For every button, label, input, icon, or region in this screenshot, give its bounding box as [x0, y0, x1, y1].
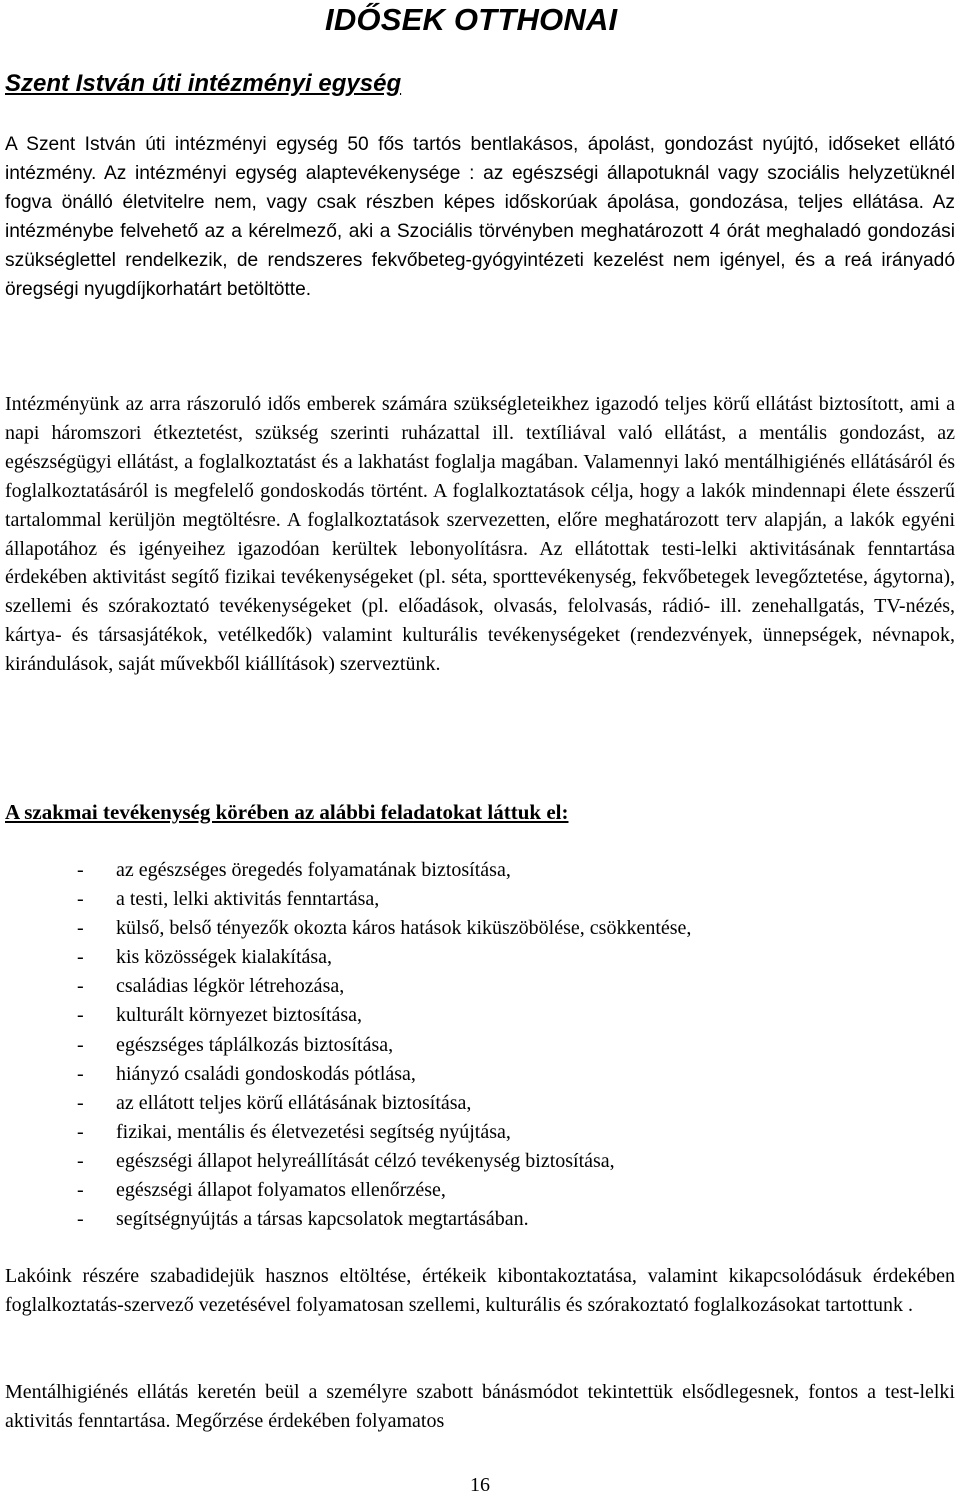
- page-number: 16: [470, 1474, 490, 1496]
- task-list-item: [0, 1031, 960, 1060]
- list-bullet: -: [77, 888, 84, 911]
- basic-activity-paragraph: Az intézményi egység alaptevékenysége : az egészségi állapotuknál vagy szociális helyzetüknél fogva önálló életvitelre nem, vagy csak részben képes időskorúak ápolása, gondozása, teljes ellátása. Az intézménybe felvehető az a kérelmező, aki a Szociális törvényben meghatározott 4 órát meghaladó gondozási szükséglettel rendelkezik, de rendszeres fekvőbeteg-gyógyintézeti kezelést nem igényel, és a reá irányadó öregségi nyugdíjkorhatárt betöltötte.: [5, 163, 955, 300]
- services-paragraph: Intézményünk az arra rászoruló idős emberek számára szükségleteikhez igazodó teljes körű ellátást biztosított, ami a napi háromszori étkeztetést, szükség szerinti ruházattal ill. textíliával való ellátást, a mentális gondozást, az egészségügyi ellátást, a foglalkoztatást és a lakhatást foglalja magában. Valamennyi lakó mentálhigiénés ellátásáról és foglalkoztatásáról is megfelelő gondoskodás történt. A foglalkoztatások célja, hogy a lakók mindennapi élete ésszerű tartalommal kerüljön megtöltésre. A foglalkoztatások szervezetten, előre meghatározott terv alapján, a lakók egyéni állapotához és igényeihez igazodóan kerültek lebonyolításra. Az ellátottak testi-lelki aktivitásának fenntartása érdekében aktivitást segítő fizikai tevékenységeket (pl. séta, sporttevékenység, fekvőbetegek levegőztetése, ágytorna), szellemi és szórakoztató tevékenységeket (pl. előadások, olvasás, felolvasás, rádió- ill. zenehallgatás, TV-nézés, kártya- és társasjátékok, vetélkedők) valamint kulturális tevékenységeket (rendezvények, ünnepségek, névnapok, kirándulások, saját művekből kiállítások) szerveztünk.: [5, 393, 955, 676]
- task-list-item: [0, 972, 960, 1001]
- task-list-item: [0, 1089, 960, 1118]
- page-title: IDŐSEK OTTHONAI: [325, 2, 618, 37]
- task-list-item: [0, 914, 960, 943]
- task-list-item: [0, 1001, 960, 1030]
- list-bullet: -: [77, 1062, 84, 1085]
- task-text: kulturált környezet biztosítása,: [116, 1004, 363, 1027]
- list-bullet: -: [77, 1149, 84, 1172]
- list-bullet: -: [77, 859, 84, 881]
- list-bullet: -: [77, 1208, 84, 1231]
- unit-subtitle: Szent István úti intézményi egység: [5, 70, 402, 97]
- task-text: az egészséges öregedés folyamatának biztosítása,: [116, 859, 511, 881]
- task-list-item: [0, 1147, 960, 1176]
- task-list-item: [0, 1118, 960, 1147]
- task-list-item: [0, 1176, 960, 1205]
- task-list-item: [0, 1060, 960, 1089]
- task-text: a testi, lelki aktivitás fenntartása,: [116, 888, 380, 911]
- task-text: egészséges táplálkozás biztosítása,: [116, 1033, 394, 1056]
- task-text: külső, belső tényezők okozta káros hatások kiküszöbölése, csökkentése,: [116, 917, 692, 940]
- list-bullet: -: [77, 917, 84, 940]
- mental-hygiene-paragraph: Mentálhigiénés ellátás keretén beül a személyre szabott bánásmódot tekintettük elsődlegesnek, fontos a test-lelki aktivitás fenntartása. Megőrzése érdekében folyamatos: [5, 1381, 955, 1432]
- list-bullet: -: [77, 1091, 84, 1114]
- tasks-heading: A szakmai tevékenység körében az alábbi feladatokat láttuk el:: [5, 800, 569, 824]
- task-text: az ellátott teljes körű ellátásának biztosítása,: [116, 1091, 472, 1114]
- task-list-item: [0, 943, 960, 972]
- list-bullet: -: [77, 1120, 84, 1143]
- task-list-item: [0, 856, 960, 885]
- task-text: segítségnyújtás a társas kapcsolatok megtartásában.: [116, 1208, 529, 1231]
- task-text: fizikai, mentális és életvezetési segítség nyújtása,: [116, 1120, 511, 1143]
- tasks-list: [0, 856, 960, 1234]
- task-text: kis közösségek kialakítása,: [116, 946, 333, 969]
- task-text: családias légkör létrehozása,: [116, 975, 345, 998]
- task-list-item: [0, 1205, 960, 1234]
- leisure-paragraph: Lakóink részére szabadidejük hasznos eltöltése, értékeik kibontakoztatása, valamint kikapcsolódásuk érdekében foglalkoztatás-szervező vezetésével folyamatosan szellemi, kulturális és szórakoztató foglalkozásokat tartottunk .: [5, 1265, 955, 1316]
- intro-paragraph: A Szent István úti intézményi egység 50 fős tartós bentlakásos, ápolást, gondozást nyújtó, időseket ellátó intézmény.: [5, 134, 955, 184]
- list-bullet: -: [77, 1004, 84, 1027]
- list-bullet: -: [77, 1179, 84, 1202]
- list-bullet: -: [77, 946, 84, 969]
- list-bullet: -: [77, 1033, 84, 1056]
- task-text: egészségi állapot folyamatos ellenőrzése,: [116, 1179, 446, 1202]
- task-text: hiányzó családi gondoskodás pótlása,: [116, 1062, 416, 1085]
- list-bullet: -: [77, 975, 84, 998]
- intro-block: [5, 130, 955, 304]
- task-text: egészségi állapot helyreállítását célzó tevékenység biztosítása,: [116, 1149, 615, 1172]
- task-list-item: [0, 885, 960, 914]
